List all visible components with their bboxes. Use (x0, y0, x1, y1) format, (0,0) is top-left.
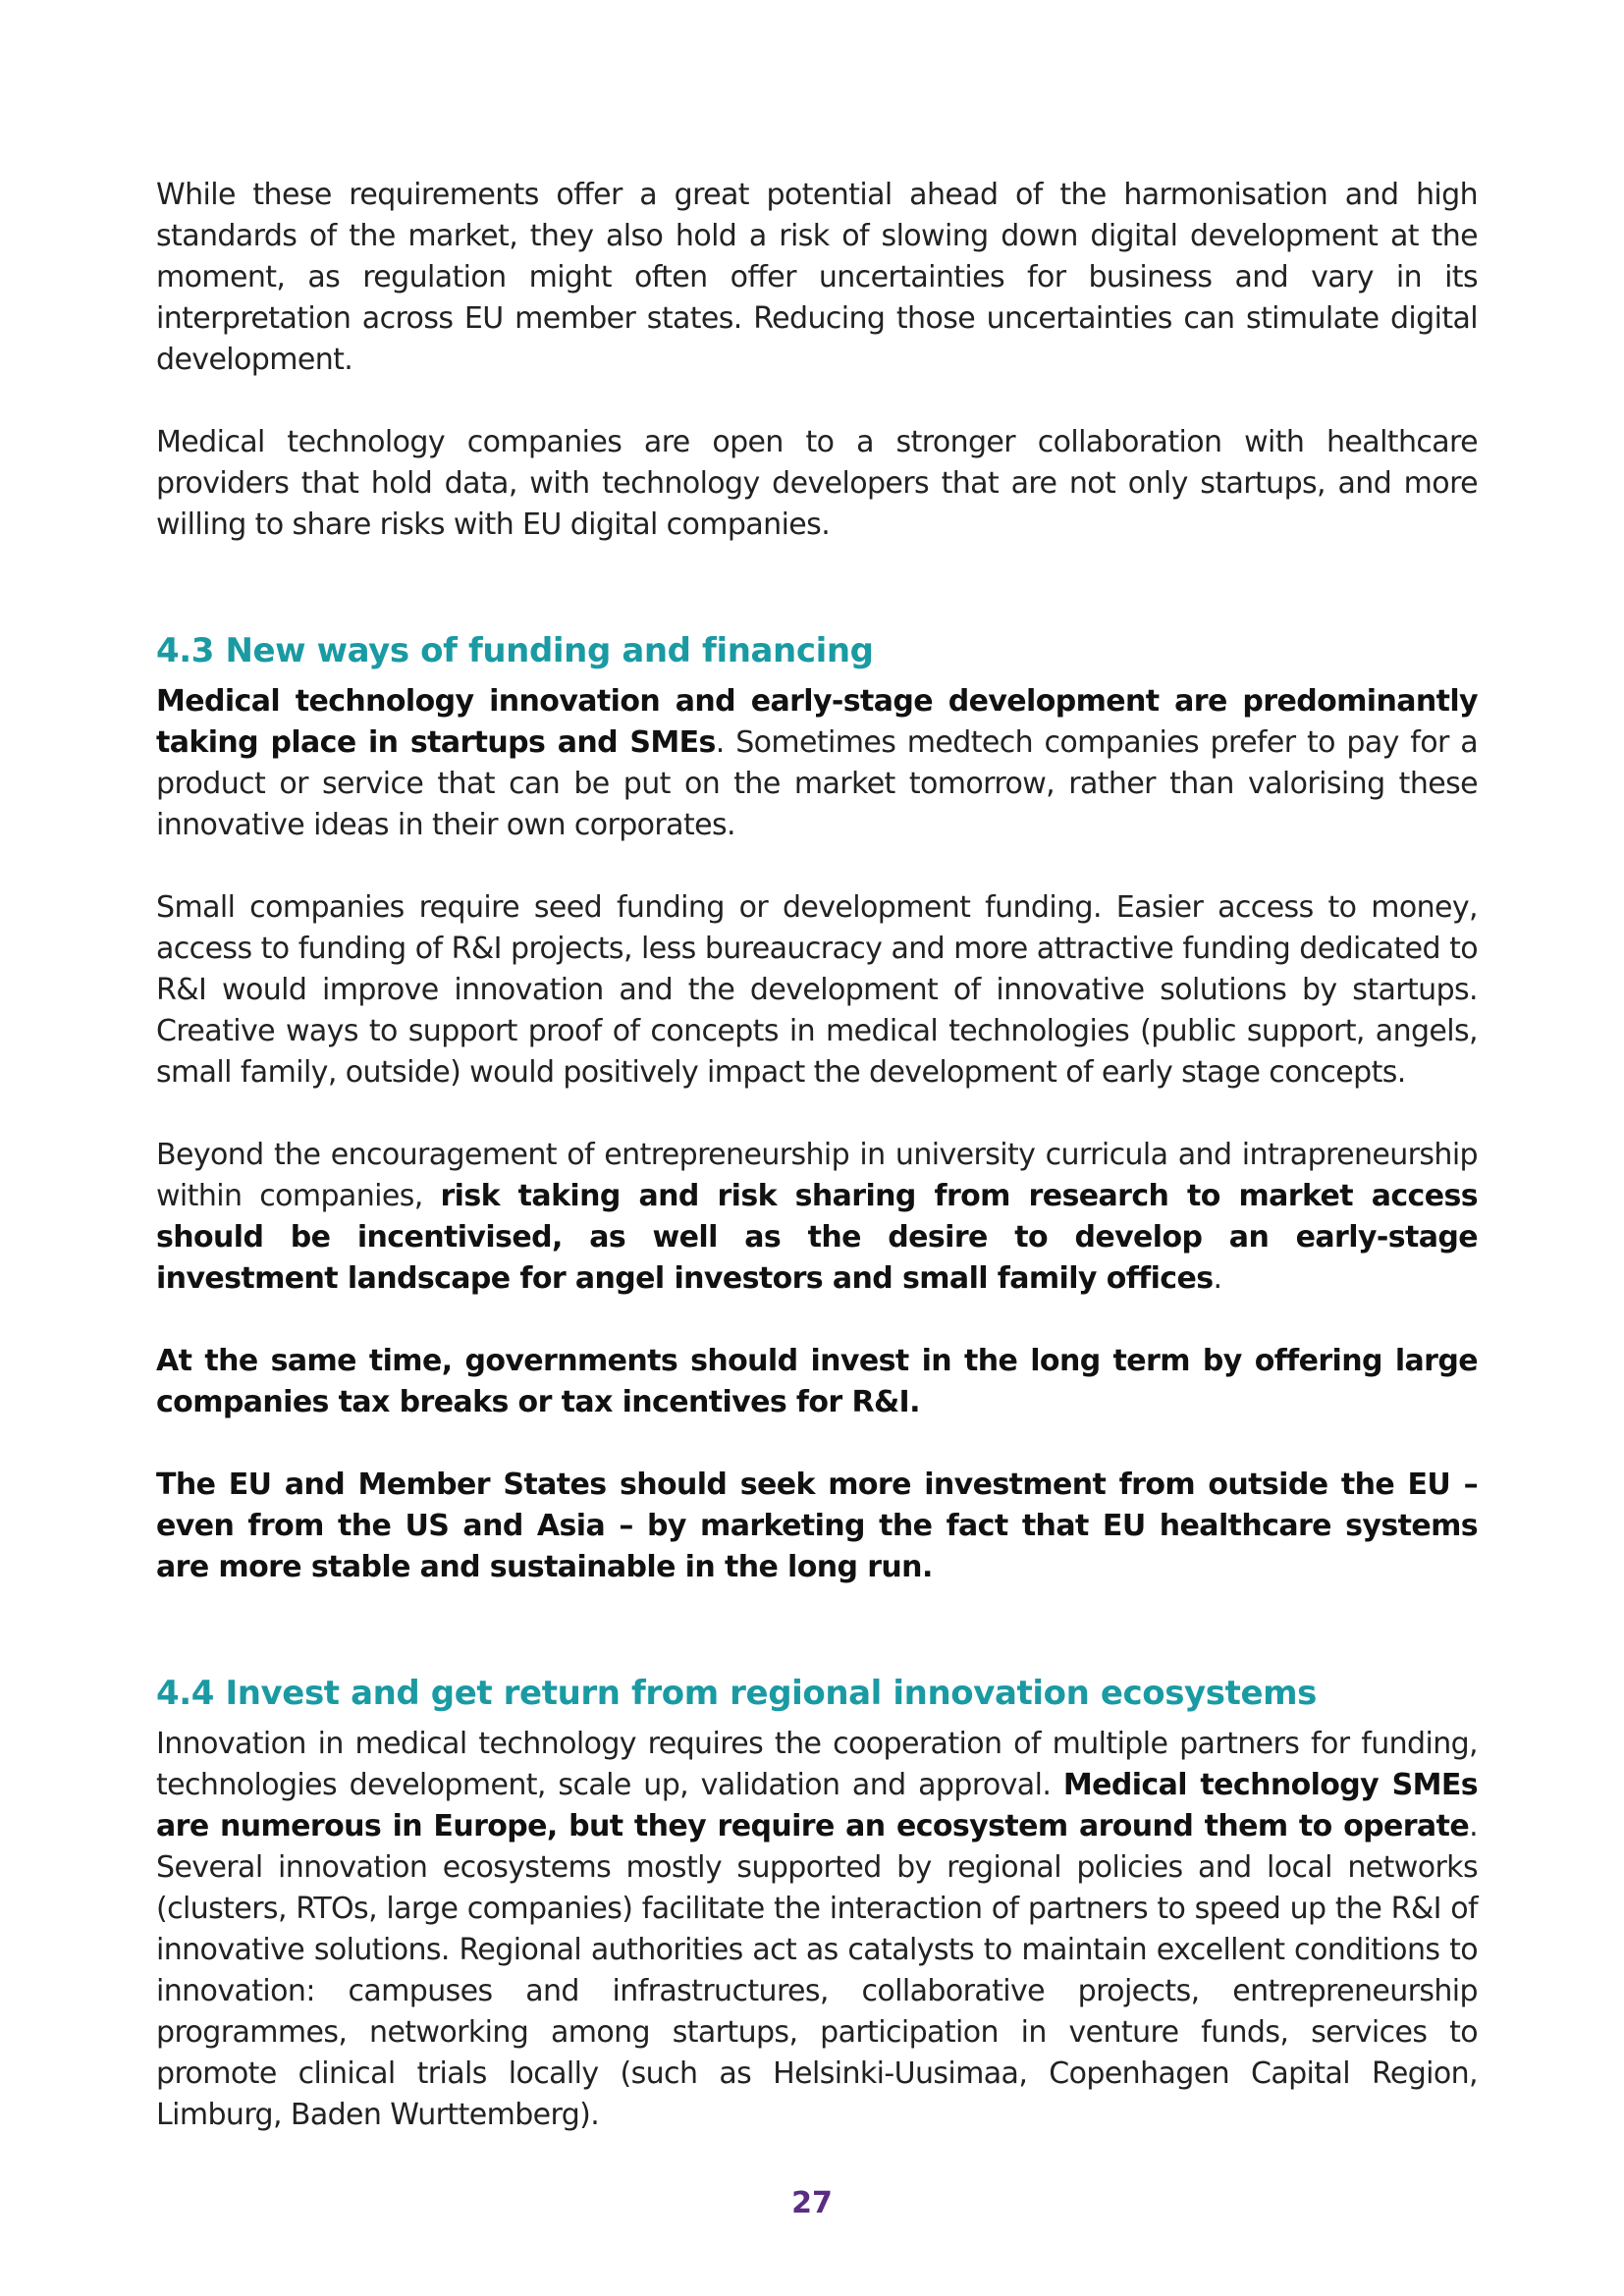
body-text: . Sometimes medtech companies prefer to pay for a product or service that can be put on the market tomorrow, rather than valorising these innovative ideas in their own corporates. (156, 725, 1478, 842)
bold-text: The EU and Member States should seek more investment from outside the EU – even from the US and Asia – by marketing the fact that EU healthcare systems are more stable and sustainable in the long run. (156, 1468, 1478, 1584)
body-text: . (1213, 1261, 1222, 1296)
section-4-3-paragraph-2: Small companies require seed funding or development funding. Easier access to money, access to funding of R&I projects, less bureaucracy and more attractive funding dedicated to R&I would improve innovation and the development of innovative solutions by startups. Creative ways to support proof of concepts in medical technologies (public support, angels, small family, outside) would positively impact the development of early stage concepts. (156, 890, 1478, 1090)
section-4-4-paragraph-1 (156, 1724, 1478, 2136)
body-text: . Several innovation ecosystems mostly supported by regional policies and local networks (clusters, RTOs, large companies) facilitate the interaction of partners to speed up the R&I of innovative solutions. Regional authorities act as catalysts to maintain excellent conditions to innovation: campuses and infrastructures, collaborative projects, entrepreneurship programmes, networking among startups, participation in venture funds, services to promote clinical trials locally (such as Helsinki-Uusimaa, Copenhagen Capital Region, Limburg, Baden Wurttemberg). (156, 1809, 1478, 2132)
document-page (156, 175, 1478, 2177)
section-heading-4-3: 4.3 New ways of funding and financing (156, 631, 874, 670)
page-number: 27 (791, 2186, 833, 2220)
bold-text: risk taking and risk sharing from research to market access should be incentivised, as well as the desire to develop an early-stage investment landscape for angel investors and small family offices (156, 1179, 1478, 1296)
section-4-3-paragraph-3 (156, 1135, 1478, 1300)
section-4-3-paragraph-4 (156, 1341, 1478, 1423)
bold-text: At the same time, governments should invest in the long term by offering large companies tax breaks or tax incentives for R&I. (156, 1344, 1478, 1419)
section-heading-4-4: 4.4 Invest and get return from regional innovation ecosystems (156, 1674, 1318, 1713)
section-4-3-paragraph-5 (156, 1465, 1478, 1588)
body-text: Innovation in medical technology requires the cooperation of multiple partners for funding, technologies development, scale up, validation and approval. (156, 1727, 1478, 1802)
body-text: Beyond the encouragement of entrepreneurship in university curricula and intrapreneurship within companies, (156, 1138, 1478, 1213)
intro-paragraph-1: While these requirements offer a great potential ahead of the harmonisation and high standards of the market, they also hold a risk of slowing down digital development at the moment, as regulation might often offer uncertainties for business and vary in its interpretation across EU member states. Reducing those uncertainties can stimulate digital development. (156, 178, 1478, 377)
bold-text: Medical technology innovation and early-stage development are predominantly taking place in startups and SMEs (156, 684, 1478, 760)
section-4-3-paragraph-1 (156, 681, 1478, 846)
bold-text: Medical technology SMEs are numerous in Europe, but they require an ecosystem around them to operate (156, 1768, 1479, 1843)
intro-paragraph-2: Medical technology companies are open to a stronger collaboration with healthcare providers that hold data, with technology developers that are not only startups, and more willing to share risks with EU digital companies. (156, 425, 1478, 542)
